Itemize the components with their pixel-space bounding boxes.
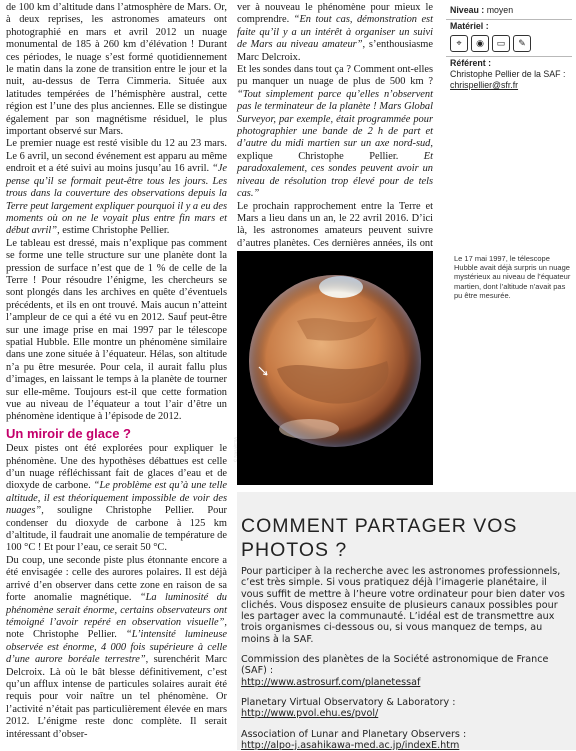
org-link[interactable]: http://www.astrosurf.com/planetessaf — [241, 676, 421, 688]
org-name: Commission des planètes de la Société astronomique de France (SAF) : — [241, 654, 549, 677]
paragraph: Et les sondes dans tout ça ? Comment ont-elles pu manquer un nuage de plus de 500 km ? “Tout simplement parce qu’elles n’observent pas le terminateur de la planète ! Mars Global Surveyor, par exemple, était programmée pour photographier une bande de 2 h de part et d’autre du midi martien sur un axe nord-sud, explique Christophe Pellier. Et paradoxalement, ces sondes peuvent avoir un niveau de résolution trop élevé pour de tels cas.” — [237, 64, 433, 200]
camera-icon: ◉ — [471, 35, 489, 52]
org-name: Planetary Virtual Observatory & Laboratory : — [241, 696, 456, 708]
share-title: COMMENT PARTAGER VOS PHOTOS ? — [241, 515, 518, 561]
section-subtitle: Un miroir de glace ? — [6, 425, 131, 441]
material-row — [446, 20, 572, 57]
org-link[interactable]: http://www.pvol.ehu.es/pvol/ — [241, 708, 379, 720]
paragraph: Du coup, une seconde piste plus étonnante encore a été envisagée : celle des aurores polaires. Il est déjà arrivé d’en observer dans cette zone en raison de sa forte anomalie magnétique. “La luminosité du phénomène serait énorme, certains observateurs ont témoigné l’avoir repéré en observation visuelle”, note Christophe Pellier. “L’intensité lumineuse observée est énorme, 4 000 fois supérieure à celle d’une aurore boréale terrestre”, surenchérit Marc Delcroix. Là où le bât blesse définitivement, c’est qu’un afflux intense de particules solaires aurait été requis pour voir naître un tel phénomène. Or l’activité n’était pas particulièrement élevée en mars 2012. L’énigme reste donc complète. Il serait intéressant d’obser- — [6, 554, 227, 740]
computer-icon: ▭ — [492, 35, 510, 52]
quote: “La luminosité du phénomène serait énorme, certains observateurs ont témoigné l’avoir repéré en observation visuelle” — [6, 592, 227, 628]
quote: “Je pense qu’il se formait peut-être tous les jours. Les trous dans la couverture des observations depuis la Terre peut largement expliquer pourquoi il y a eu des moments où on ne le voyait plus entre fin mars et début avril” — [6, 163, 227, 237]
paragraph: Le premier nuage est resté visible du 12 au 23 mars. Le 6 avril, un second événement est apparu au même endroit et a été suivi au moins jusqu’au 16 avril. “Je pense qu’il se formait peut-être tous les jours. Les trous dans la couverture des observations depuis la Terre peut largement expliquer pourquoi il y a eu des moments où on ne le voyait plus entre fin mars et début avril”, estime Christophe Pellier. — [6, 138, 227, 237]
org-name: Association of Lunar and Planetary Observers : — [241, 728, 467, 740]
level-label: Niveau : — [450, 5, 485, 15]
mars-image — [237, 251, 433, 485]
article-column-1 — [6, 2, 227, 741]
share-intro: Pour participer à la recherche avec les astronomes professionnels, c’est très simple. Si vous pratiquez déjà l’imagerie planétaire, il vous suffit de mettre à l’heure votre ordinateur pour bien dater vos clichés. Vous disposez ensuite de plusieurs canaux possibles pour les partager avec la communauté. L’idéal est de transmettre aux trois organismes ci-dessous ou, si vous manquez de temps, au moins à la SAF. — [241, 566, 565, 645]
referent-label: Référent : — [450, 58, 492, 68]
level-value: moyen — [486, 5, 514, 15]
photo-credit: © Nasa/ESA — [233, 436, 239, 463]
level-row — [446, 4, 572, 20]
paragraph: de 100 km d’altitude dans l’atmosphère de Mars. Or, à deux reprises, les astronomes amateurs ont photographié en mars et avril 2012 un nuage monumental de 185 à 260 km d’élévation ! Durant ces périodes, le nuage s’est formé quotidiennement le matin dans la zone de transition entre le jour et la nuit, au-dessus de Terra Cimmeria. Située aux latitudes tempérées de l’hémisphère austral, cette région est l’une des plus anciennes. Elle se distingue également par son magnétisme résiduel, le plus important observé sur Mars. — [6, 2, 227, 138]
quote: “En tout cas, démonstration est faite qu’il y a un intérêt à organiser un suivi de Mars au niveau amateur” — [237, 14, 433, 51]
telescope-icon: ⌖ — [450, 35, 468, 52]
paragraph: ver à nouveau le phénomène pour mieux le comprendre. “En tout cas, démonstration est faite qu’il y a un intérêt à organiser un suivi de Mars au niveau amateur”, s’enthousiasme Marc Delcroix. — [237, 2, 433, 63]
paragraph: Le prochain rapprochement entre la Terre et Mars a lieu dans un an, le 22 avril 2016. D’ici là, les astronomes amateurs peuvent suivre d’autres planètes. Ces dernières années, ils ont — [237, 201, 433, 289]
photo-caption: Le 17 mai 1997, le télescope Hubble avait déjà surpris un nuage mystérieux au niveau de l’équateur martien, dont l’altitude n’avait pas pu être mesurée. — [454, 254, 571, 300]
mars-photo — [233, 251, 433, 485]
info-box — [446, 4, 572, 94]
referent-name: Christophe Pellier de la SAF : — [450, 69, 566, 79]
org-link[interactable]: http://alpo-j.asahikawa-med.ac.jp/indexE.htm — [241, 739, 460, 751]
quote: “Tout simplement parce qu’elles n’observent pas le terminateur de la planète ! Mars Global Surveyor, par exemple, était programmée pour photographier une bande de 2 h de part et d’autre du midi martien sur un axe nord-sud — [237, 88, 433, 150]
paragraph: Deux pistes ont été explorées pour expliquer le phénomène. Une des hypothèses débattues est celle d’un nuage réfléchissant fait de glaces d’eau et de dioxyde de carbone. “Le problème est qu’à une telle altitude, il est théoriquement impossible de voir des nuages”, souligne Christophe Pellier. Pour condenser du dioxyde de carbone à 125 km d’altitude, il faudrait une anomalie de température de 100 °C ! Et pour l’eau, ce serait 50 °C. — [6, 443, 227, 554]
share-box — [237, 492, 576, 750]
paragraph: Le tableau est dressé, mais n’explique pas comment se forme une telle structure sur une planète dont la pression de surface n’est que de 1 % de celle de la Terre ! Pour résoudre l’énigme, les chercheurs se sont plongés dans les archives en quête d’éventuels précédents, et ils en ont trouvé. Mais aucun n’atteint l’ampleur de ce qui a été vu en 2012. Sauf peut-être sur une image prise en mai 1997 par le télescope spatial Hubble. Elle montre un phénomène similaire dans une zone située à l’équateur. Hélas, son altitude n’a pu être mesurée. Pour cela, il aurait fallu plus d’images, en laissant le temps à la planète de tourner sur elle-même. Toujours est-il que cette formation vue au niveau de l’équateur a tout l’air d’être un phénomène identique à l’épisode de 2012. — [6, 237, 227, 423]
referent-email-link[interactable]: chrispellier@sfr.fr — [450, 80, 519, 90]
article-column-2 — [237, 2, 433, 288]
quote: “Le problème est qu’à une telle altitude, il est théoriquement impossible de voir des nuages” — [6, 480, 227, 517]
quote: Et paradoxalement, ces sondes peuvent avoir un niveau de résolution trop élevé pour de tels cas.” — [237, 150, 433, 200]
share-body — [241, 566, 569, 751]
material-icons — [450, 35, 570, 52]
material-label: Matériel : — [450, 21, 489, 31]
referent-row — [446, 57, 572, 94]
quote: “L’intensité lumineuse observée est énorme, 4 000 fois supérieure à celle d’une aurore boréale terrestre” — [6, 629, 227, 666]
software-icon: ✎ — [513, 35, 531, 52]
